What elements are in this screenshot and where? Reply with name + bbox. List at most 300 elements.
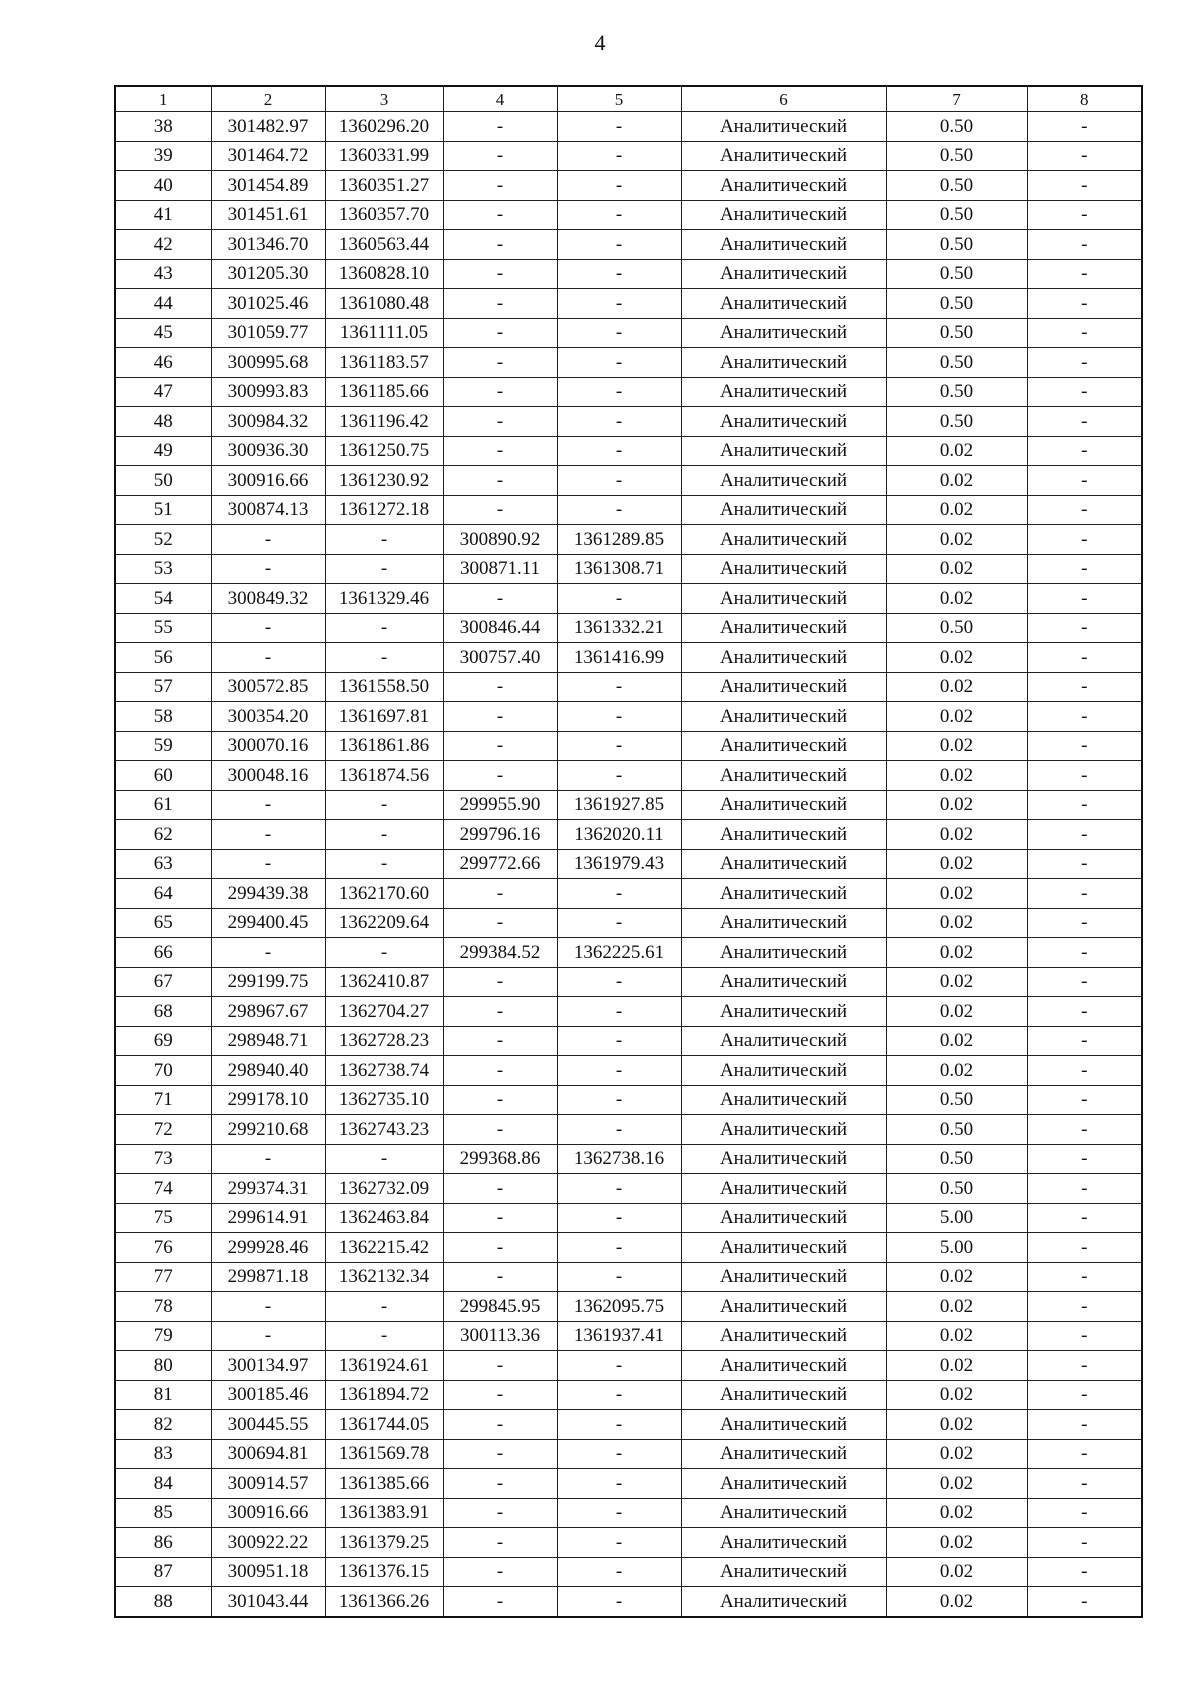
cell-x-coord-b: 300871.11 [443, 554, 557, 584]
cell-point-number: 44 [115, 289, 211, 319]
cell-x-coord-a: - [211, 554, 325, 584]
cell-note: - [1027, 702, 1142, 732]
cell-x-coord-a: 299374.31 [211, 1174, 325, 1204]
cell-method: Аналитический [681, 407, 886, 437]
cell-y-coord-a: - [325, 938, 443, 968]
cell-y-coord-b: - [557, 112, 681, 142]
cell-y-coord-b: - [557, 1528, 681, 1558]
cell-x-coord-b: 300113.36 [443, 1321, 557, 1351]
cell-y-coord-a: 1361379.25 [325, 1528, 443, 1558]
cell-note: - [1027, 1528, 1142, 1558]
cell-method: Аналитический [681, 702, 886, 732]
cell-y-coord-a: 1362463.84 [325, 1203, 443, 1233]
cell-accuracy: 0.02 [886, 849, 1027, 879]
cell-x-coord-a: 301454.89 [211, 171, 325, 201]
cell-y-coord-b: - [557, 1115, 681, 1145]
cell-y-coord-a: 1361569.78 [325, 1439, 443, 1469]
cell-x-coord-a: - [211, 1292, 325, 1322]
cell-y-coord-b: - [557, 908, 681, 938]
cell-note: - [1027, 908, 1142, 938]
cell-method: Аналитический [681, 554, 886, 584]
cell-accuracy: 0.02 [886, 466, 1027, 496]
cell-accuracy: 0.02 [886, 1292, 1027, 1322]
cell-point-number: 59 [115, 731, 211, 761]
table-row [115, 112, 1142, 142]
table-row [115, 1351, 1142, 1381]
cell-accuracy: 5.00 [886, 1233, 1027, 1263]
cell-x-coord-a: - [211, 613, 325, 643]
cell-x-coord-b: - [443, 1469, 557, 1499]
cell-method: Аналитический [681, 731, 886, 761]
cell-point-number: 88 [115, 1587, 211, 1617]
cell-note: - [1027, 1174, 1142, 1204]
cell-y-coord-b: - [557, 466, 681, 496]
table-row [115, 171, 1142, 201]
table-row [115, 1233, 1142, 1263]
cell-point-number: 57 [115, 672, 211, 702]
table-row [115, 1203, 1142, 1233]
cell-y-coord-b: 1361927.85 [557, 790, 681, 820]
cell-x-coord-a: - [211, 525, 325, 555]
cell-x-coord-a: 298948.71 [211, 1026, 325, 1056]
cell-x-coord-b: - [443, 967, 557, 997]
cell-x-coord-a: 300916.66 [211, 1498, 325, 1528]
cell-note: - [1027, 613, 1142, 643]
cell-note: - [1027, 1410, 1142, 1440]
cell-y-coord-a: 1361250.75 [325, 436, 443, 466]
cell-accuracy: 0.02 [886, 1587, 1027, 1617]
cell-x-coord-b: 299384.52 [443, 938, 557, 968]
cell-y-coord-b: - [557, 495, 681, 525]
cell-x-coord-b: - [443, 1174, 557, 1204]
cell-y-coord-a: - [325, 525, 443, 555]
table-row [115, 643, 1142, 673]
cell-y-coord-a: 1361385.66 [325, 1469, 443, 1499]
cell-accuracy: 0.02 [886, 1498, 1027, 1528]
cell-y-coord-a: - [325, 1321, 443, 1351]
cell-x-coord-b: 299796.16 [443, 820, 557, 850]
cell-method: Аналитический [681, 318, 886, 348]
cell-y-coord-b: 1362225.61 [557, 938, 681, 968]
cell-x-coord-b: - [443, 1115, 557, 1145]
cell-point-number: 65 [115, 908, 211, 938]
cell-x-coord-b: - [443, 1557, 557, 1587]
cell-y-coord-b: - [557, 171, 681, 201]
cell-x-coord-a: 301451.61 [211, 200, 325, 230]
cell-method: Аналитический [681, 1557, 886, 1587]
cell-x-coord-b: - [443, 1439, 557, 1469]
cell-x-coord-a: 300185.46 [211, 1380, 325, 1410]
cell-accuracy: 0.50 [886, 289, 1027, 319]
cell-y-coord-a: - [325, 1144, 443, 1174]
cell-y-coord-a: 1361383.91 [325, 1498, 443, 1528]
column-header-4: 4 [443, 86, 557, 112]
cell-y-coord-b: 1361308.71 [557, 554, 681, 584]
cell-method: Аналитический [681, 1292, 886, 1322]
cell-y-coord-a: - [325, 1292, 443, 1322]
cell-y-coord-b: 1361289.85 [557, 525, 681, 555]
cell-accuracy: 0.02 [886, 1351, 1027, 1381]
cell-x-coord-a: 301346.70 [211, 230, 325, 260]
column-header-3: 3 [325, 86, 443, 112]
cell-method: Аналитический [681, 1321, 886, 1351]
cell-x-coord-b: - [443, 466, 557, 496]
cell-accuracy: 0.02 [886, 1557, 1027, 1587]
cell-note: - [1027, 289, 1142, 319]
cell-method: Аналитический [681, 230, 886, 260]
cell-x-coord-a: 300354.20 [211, 702, 325, 732]
cell-note: - [1027, 879, 1142, 909]
cell-note: - [1027, 731, 1142, 761]
cell-note: - [1027, 672, 1142, 702]
cell-note: - [1027, 259, 1142, 289]
cell-accuracy: 0.02 [886, 1026, 1027, 1056]
cell-point-number: 77 [115, 1262, 211, 1292]
column-header-1: 1 [115, 86, 211, 112]
cell-point-number: 71 [115, 1085, 211, 1115]
cell-x-coord-a: - [211, 790, 325, 820]
cell-x-coord-b: - [443, 171, 557, 201]
cell-y-coord-a: - [325, 643, 443, 673]
cell-y-coord-a: 1361376.15 [325, 1557, 443, 1587]
column-header-2: 2 [211, 86, 325, 112]
cell-accuracy: 0.02 [886, 1056, 1027, 1086]
table-row [115, 790, 1142, 820]
cell-point-number: 58 [115, 702, 211, 732]
cell-x-coord-b: - [443, 1498, 557, 1528]
cell-y-coord-b: - [557, 1262, 681, 1292]
cell-point-number: 68 [115, 997, 211, 1027]
cell-x-coord-b: - [443, 407, 557, 437]
table-row [115, 1410, 1142, 1440]
cell-note: - [1027, 820, 1142, 850]
cell-y-coord-b: 1361979.43 [557, 849, 681, 879]
cell-method: Аналитический [681, 879, 886, 909]
cell-note: - [1027, 1498, 1142, 1528]
cell-y-coord-b: - [557, 761, 681, 791]
cell-y-coord-b: - [557, 1056, 681, 1086]
table-row [115, 1557, 1142, 1587]
cell-note: - [1027, 1056, 1142, 1086]
cell-y-coord-b: - [557, 1380, 681, 1410]
cell-x-coord-a: 299928.46 [211, 1233, 325, 1263]
cell-point-number: 86 [115, 1528, 211, 1558]
cell-accuracy: 0.50 [886, 1144, 1027, 1174]
cell-accuracy: 0.02 [886, 820, 1027, 850]
cell-y-coord-a: 1361874.56 [325, 761, 443, 791]
cell-method: Аналитический [681, 377, 886, 407]
table-row [115, 348, 1142, 378]
cell-y-coord-a: - [325, 790, 443, 820]
cell-y-coord-a: 1362132.34 [325, 1262, 443, 1292]
cell-method: Аналитический [681, 348, 886, 378]
cell-note: - [1027, 1439, 1142, 1469]
cell-x-coord-b: - [443, 879, 557, 909]
cell-accuracy: 0.02 [886, 554, 1027, 584]
cell-y-coord-b: - [557, 1026, 681, 1056]
cell-y-coord-b: - [557, 967, 681, 997]
cell-x-coord-a: - [211, 1321, 325, 1351]
cell-x-coord-a: 300134.97 [211, 1351, 325, 1381]
cell-x-coord-b: 299955.90 [443, 790, 557, 820]
cell-method: Аналитический [681, 1026, 886, 1056]
cell-x-coord-b: 300757.40 [443, 643, 557, 673]
table-row [115, 554, 1142, 584]
cell-x-coord-a: 300916.66 [211, 466, 325, 496]
cell-method: Аналитический [681, 1380, 886, 1410]
cell-x-coord-b: - [443, 289, 557, 319]
cell-method: Аналитический [681, 1439, 886, 1469]
cell-method: Аналитический [681, 938, 886, 968]
cell-accuracy: 0.50 [886, 318, 1027, 348]
cell-note: - [1027, 1380, 1142, 1410]
cell-y-coord-a: 1361329.46 [325, 584, 443, 614]
cell-accuracy: 0.50 [886, 200, 1027, 230]
table-header-row [115, 86, 1142, 112]
table-row [115, 997, 1142, 1027]
cell-x-coord-a: 298967.67 [211, 997, 325, 1027]
cell-point-number: 56 [115, 643, 211, 673]
cell-x-coord-a: 301205.30 [211, 259, 325, 289]
cell-point-number: 41 [115, 200, 211, 230]
cell-method: Аналитический [681, 997, 886, 1027]
cell-method: Аналитический [681, 1115, 886, 1145]
cell-x-coord-b: 300846.44 [443, 613, 557, 643]
cell-x-coord-a: 300995.68 [211, 348, 325, 378]
cell-x-coord-b: - [443, 112, 557, 142]
cell-method: Аналитический [681, 1056, 886, 1086]
cell-method: Аналитический [681, 1469, 886, 1499]
cell-y-coord-b: - [557, 997, 681, 1027]
cell-y-coord-a: 1362209.64 [325, 908, 443, 938]
cell-method: Аналитический [681, 525, 886, 555]
table-row [115, 1587, 1142, 1617]
cell-note: - [1027, 849, 1142, 879]
table-row [115, 436, 1142, 466]
cell-y-coord-a: 1361861.86 [325, 731, 443, 761]
cell-method: Аналитический [681, 1351, 886, 1381]
cell-method: Аналитический [681, 761, 886, 791]
cell-method: Аналитический [681, 1233, 886, 1263]
cell-note: - [1027, 1203, 1142, 1233]
column-header-7: 7 [886, 86, 1027, 112]
cell-y-coord-b: 1361332.21 [557, 613, 681, 643]
cell-y-coord-a: 1360828.10 [325, 259, 443, 289]
cell-y-coord-a: 1362743.23 [325, 1115, 443, 1145]
cell-method: Аналитический [681, 112, 886, 142]
cell-point-number: 87 [115, 1557, 211, 1587]
cell-method: Аналитический [681, 436, 886, 466]
cell-accuracy: 0.02 [886, 967, 1027, 997]
cell-accuracy: 0.02 [886, 761, 1027, 791]
cell-x-coord-a: 300572.85 [211, 672, 325, 702]
cell-y-coord-a: 1361924.61 [325, 1351, 443, 1381]
cell-y-coord-a: 1362738.74 [325, 1056, 443, 1086]
cell-accuracy: 0.50 [886, 348, 1027, 378]
cell-x-coord-b: - [443, 731, 557, 761]
cell-point-number: 46 [115, 348, 211, 378]
cell-y-coord-b: - [557, 348, 681, 378]
cell-x-coord-a: 300048.16 [211, 761, 325, 791]
cell-y-coord-a: 1361196.42 [325, 407, 443, 437]
cell-accuracy: 0.50 [886, 259, 1027, 289]
table-row [115, 318, 1142, 348]
cell-y-coord-a: 1362704.27 [325, 997, 443, 1027]
cell-note: - [1027, 1469, 1142, 1499]
table-row [115, 1174, 1142, 1204]
cell-x-coord-a: 299614.91 [211, 1203, 325, 1233]
cell-point-number: 80 [115, 1351, 211, 1381]
cell-y-coord-a: 1360351.27 [325, 171, 443, 201]
cell-point-number: 39 [115, 141, 211, 171]
cell-accuracy: 0.50 [886, 1115, 1027, 1145]
cell-method: Аналитический [681, 495, 886, 525]
cell-x-coord-b: - [443, 1262, 557, 1292]
cell-y-coord-a: 1360296.20 [325, 112, 443, 142]
cell-y-coord-b: - [557, 436, 681, 466]
cell-x-coord-a: - [211, 849, 325, 879]
table-row [115, 1469, 1142, 1499]
cell-point-number: 82 [115, 1410, 211, 1440]
cell-x-coord-a: 298940.40 [211, 1056, 325, 1086]
table-row [115, 672, 1142, 702]
table-row [115, 1262, 1142, 1292]
cell-point-number: 50 [115, 466, 211, 496]
cell-note: - [1027, 1292, 1142, 1322]
cell-accuracy: 0.02 [886, 731, 1027, 761]
cell-method: Аналитический [681, 1203, 886, 1233]
cell-method: Аналитический [681, 466, 886, 496]
cell-accuracy: 0.02 [886, 1321, 1027, 1351]
cell-note: - [1027, 554, 1142, 584]
cell-note: - [1027, 230, 1142, 260]
cell-accuracy: 0.50 [886, 141, 1027, 171]
cell-point-number: 38 [115, 112, 211, 142]
cell-method: Аналитический [681, 849, 886, 879]
cell-x-coord-a: 299210.68 [211, 1115, 325, 1145]
cell-point-number: 83 [115, 1439, 211, 1469]
cell-note: - [1027, 1026, 1142, 1056]
cell-y-coord-b: - [557, 1469, 681, 1499]
table-row [115, 1498, 1142, 1528]
cell-method: Аналитический [681, 613, 886, 643]
cell-x-coord-b: 299845.95 [443, 1292, 557, 1322]
cell-x-coord-a: 300922.22 [211, 1528, 325, 1558]
cell-y-coord-b: 1362738.16 [557, 1144, 681, 1174]
cell-y-coord-a: - [325, 849, 443, 879]
cell-x-coord-a: 300936.30 [211, 436, 325, 466]
cell-accuracy: 0.02 [886, 879, 1027, 909]
cell-y-coord-b: - [557, 1351, 681, 1381]
table-row [115, 200, 1142, 230]
cell-note: - [1027, 141, 1142, 171]
cell-method: Аналитический [681, 1528, 886, 1558]
cell-accuracy: 0.02 [886, 525, 1027, 555]
cell-point-number: 67 [115, 967, 211, 997]
cell-x-coord-b: - [443, 1380, 557, 1410]
cell-point-number: 43 [115, 259, 211, 289]
column-header-6: 6 [681, 86, 886, 112]
page-number: 4 [594, 30, 606, 55]
cell-point-number: 81 [115, 1380, 211, 1410]
table-row [115, 731, 1142, 761]
table-row [115, 1321, 1142, 1351]
cell-y-coord-a: 1360563.44 [325, 230, 443, 260]
cell-x-coord-b: - [443, 702, 557, 732]
cell-y-coord-b: - [557, 407, 681, 437]
cell-point-number: 75 [115, 1203, 211, 1233]
cell-note: - [1027, 1233, 1142, 1263]
cell-method: Аналитический [681, 908, 886, 938]
cell-note: - [1027, 584, 1142, 614]
cell-note: - [1027, 436, 1142, 466]
cell-x-coord-b: - [443, 141, 557, 171]
cell-note: - [1027, 1557, 1142, 1587]
cell-y-coord-a: - [325, 820, 443, 850]
cell-x-coord-b: - [443, 230, 557, 260]
cell-y-coord-b: 1362020.11 [557, 820, 681, 850]
cell-accuracy: 0.02 [886, 1439, 1027, 1469]
cell-accuracy: 0.50 [886, 171, 1027, 201]
cell-y-coord-b: 1361416.99 [557, 643, 681, 673]
cell-y-coord-a: 1361183.57 [325, 348, 443, 378]
cell-note: - [1027, 1262, 1142, 1292]
table-row [115, 1439, 1142, 1469]
cell-x-coord-a: 299199.75 [211, 967, 325, 997]
cell-accuracy: 0.02 [886, 1528, 1027, 1558]
cell-point-number: 84 [115, 1469, 211, 1499]
table-row [115, 289, 1142, 319]
cell-y-coord-a: 1362170.60 [325, 879, 443, 909]
cell-x-coord-b: - [443, 259, 557, 289]
table-row [115, 407, 1142, 437]
cell-x-coord-a: 301043.44 [211, 1587, 325, 1617]
cell-x-coord-b: - [443, 1587, 557, 1617]
table-row [115, 938, 1142, 968]
table-row [115, 908, 1142, 938]
cell-y-coord-b: - [557, 1557, 681, 1587]
cell-note: - [1027, 967, 1142, 997]
cell-x-coord-a: 301025.46 [211, 289, 325, 319]
cell-x-coord-b: - [443, 908, 557, 938]
cell-note: - [1027, 348, 1142, 378]
cell-note: - [1027, 1321, 1142, 1351]
cell-point-number: 76 [115, 1233, 211, 1263]
cell-y-coord-b: - [557, 318, 681, 348]
cell-note: - [1027, 171, 1142, 201]
table-row [115, 613, 1142, 643]
cell-y-coord-a: 1362732.09 [325, 1174, 443, 1204]
cell-note: - [1027, 407, 1142, 437]
cell-y-coord-a: 1361185.66 [325, 377, 443, 407]
cell-x-coord-b: 299368.86 [443, 1144, 557, 1174]
cell-method: Аналитический [681, 289, 886, 319]
cell-accuracy: 0.02 [886, 643, 1027, 673]
cell-x-coord-b: - [443, 495, 557, 525]
cell-point-number: 45 [115, 318, 211, 348]
table-row [115, 230, 1142, 260]
cell-y-coord-b: - [557, 377, 681, 407]
cell-point-number: 73 [115, 1144, 211, 1174]
cell-method: Аналитический [681, 1410, 886, 1440]
cell-note: - [1027, 1144, 1142, 1174]
cell-y-coord-b: - [557, 1587, 681, 1617]
cell-accuracy: 0.02 [886, 1262, 1027, 1292]
cell-note: - [1027, 1587, 1142, 1617]
cell-method: Аналитический [681, 672, 886, 702]
table-row [115, 1144, 1142, 1174]
cell-y-coord-b: - [557, 230, 681, 260]
